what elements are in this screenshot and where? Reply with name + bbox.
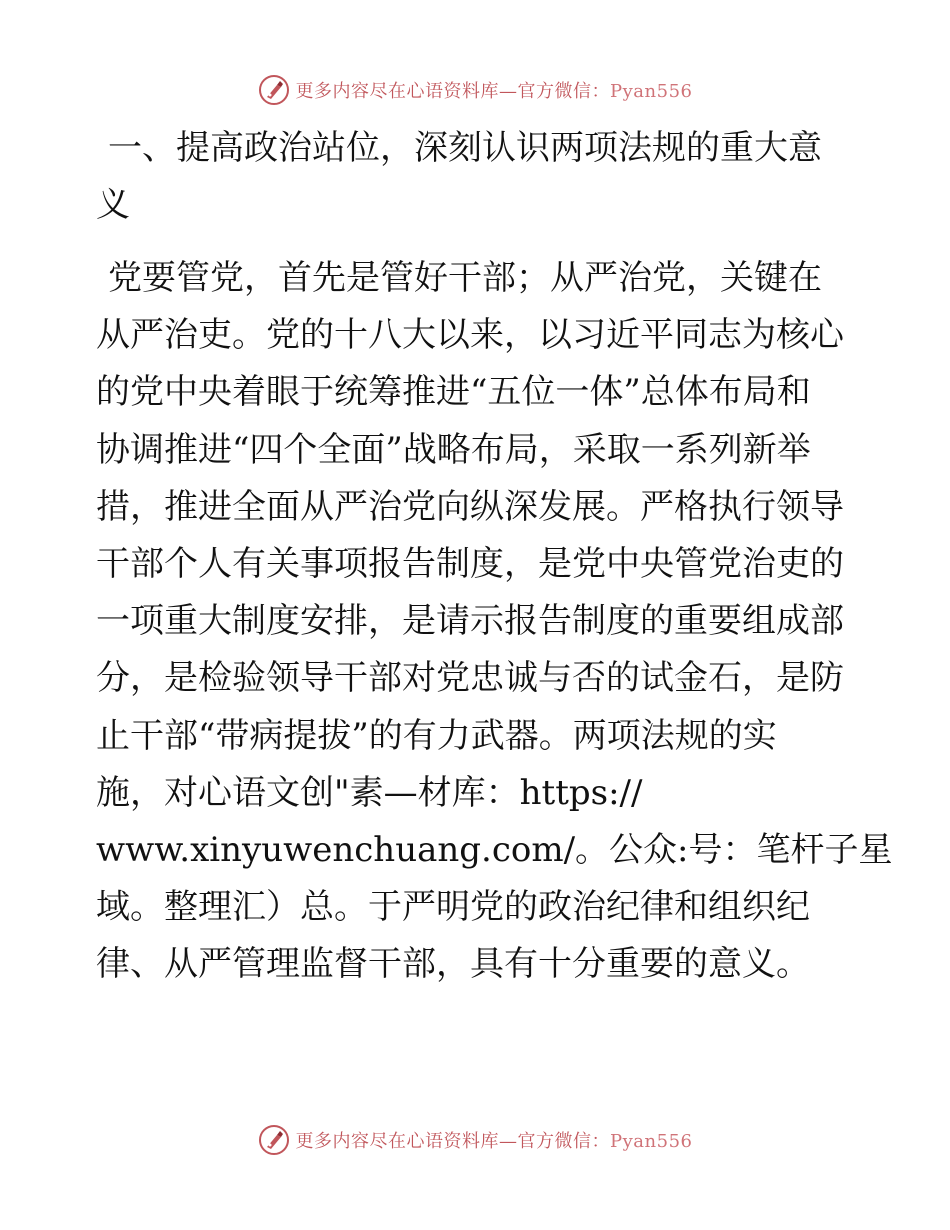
paragraph-line: 律、从严管理监督干部，具有十分重要的意义。: [96, 944, 810, 985]
watermark-text: 更多内容尽在心语资料库—官方微信：Pyan556: [295, 1131, 693, 1152]
paragraph-line: 施，对心语文创"素—材库：https://: [96, 772, 643, 813]
paragraph-line: 措，推进全面从严治党向纵深发展。严格执行领导: [96, 486, 844, 527]
pen-nib-logo-icon: [258, 74, 290, 106]
paragraph-line: www.xinyuwenchuang.com/。公众:号：笔杆子星: [96, 829, 893, 870]
paragraph-line: 域。整理汇）总。于严明党的政治纪律和组织纪: [96, 887, 810, 928]
body-paragraph: [96, 250, 893, 993]
paragraph-line: 从严治吏。党的十八大以来，以习近平同志为核心: [96, 315, 844, 356]
watermark-text: 更多内容尽在心语资料库—官方微信：Pyan556: [295, 81, 693, 102]
heading-line: 一、提高政治站位，深刻认识两项法规的重大意: [108, 128, 822, 168]
wechat-id: Pyan556: [610, 1131, 693, 1152]
paragraph-line: 一项重大制度安排，是请示报告制度的重要组成部: [96, 601, 844, 642]
paragraph-line: 止干部“带病提拔”的有力武器。两项法规的实: [96, 715, 777, 756]
paragraph-line: 协调推进“四个全面”战略布局，采取一系列新举: [96, 429, 811, 470]
paragraph-line: 的党中央着眼于统筹推进“五位一体”总体布局和: [96, 372, 811, 413]
paragraph-line: 分，是检验领导干部对党忠诚与否的试金石，是防: [96, 658, 844, 699]
paragraph-line: 干部个人有关事项报告制度，是党中央管党治吏的: [96, 543, 844, 584]
wechat-id: Pyan556: [610, 81, 693, 102]
footer-watermark: [0, 1120, 950, 1160]
paragraph-line: 党要管党，首先是管好干部；从严治党，关键在: [108, 258, 822, 298]
heading-line: 义: [96, 185, 130, 225]
pen-nib-logo-icon: [258, 1124, 290, 1156]
header-watermark: [0, 70, 950, 110]
section-heading: [96, 120, 856, 234]
